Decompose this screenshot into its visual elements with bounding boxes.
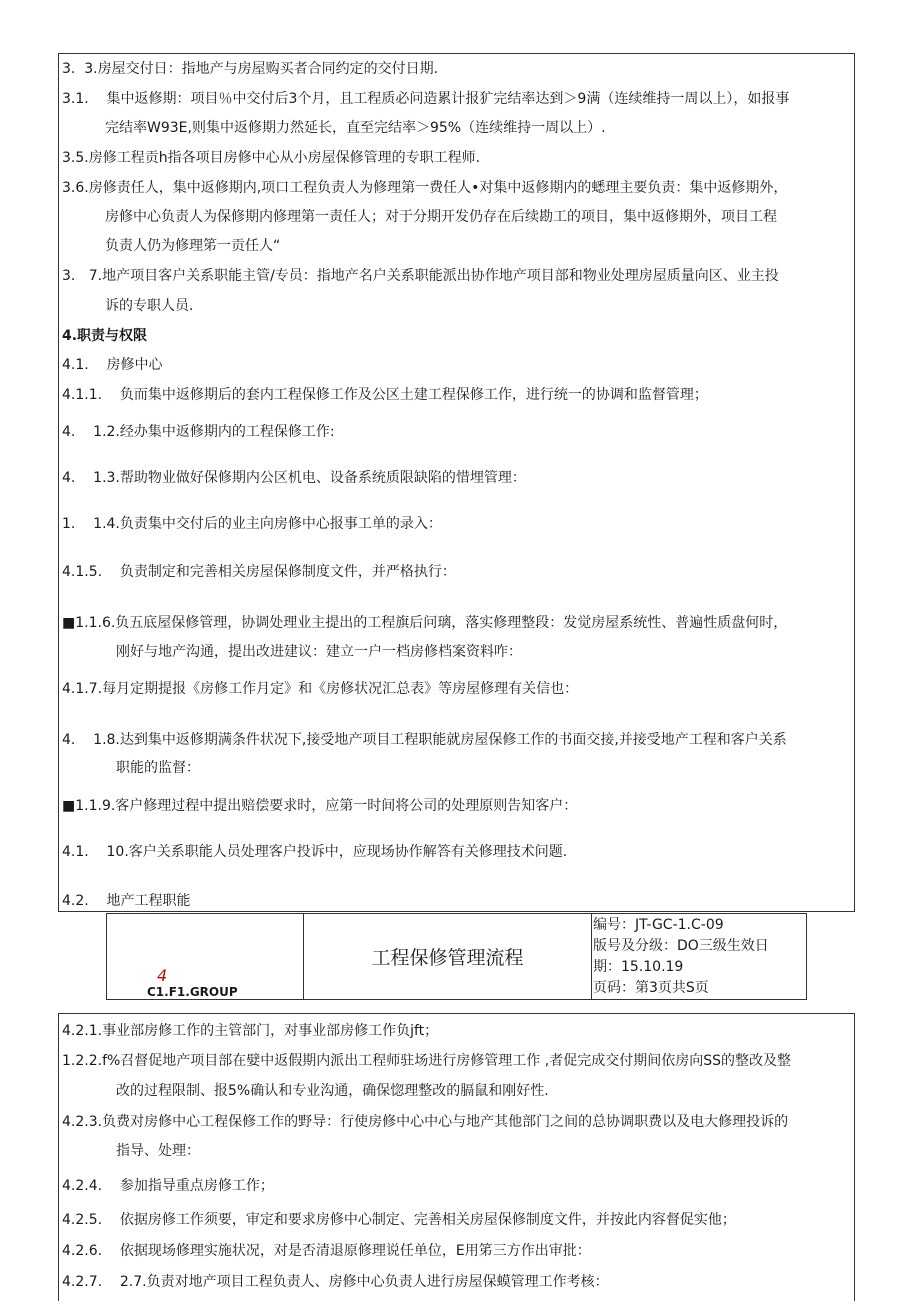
logo-mark: 4 bbox=[157, 966, 168, 985]
clause-4-2-7: 4.2.7. 2.7.负责对地产项目工程负责人、房修中心负责人进行房屋保蟆管理工作考核： bbox=[62, 1274, 609, 1290]
clause-3-4-cont: 完结率W93E,则集中返修期力然延长，直至完结率＞95%（连续维持一周以上）. bbox=[105, 120, 606, 136]
doc-date: 期：15.10.19 bbox=[593, 959, 684, 975]
clause-3-6-cont: 房修中心负责人为保修期内修理第一责任人；对于分期开发仍存在后续勘工的项目，集中返修期外，项目工程 bbox=[105, 209, 777, 225]
clause-4-1-8: 4. 1.8.达到集中返修期满条件状况下,接受地产项目工程职能就房屋保修工作的书面交接,并接受地产工程和客户关系 bbox=[62, 732, 787, 748]
clause-4-1-8-cont: 职能的监督： bbox=[116, 760, 200, 776]
clause-4-1-9: ■1.1.9.客户修理过程中提出赔偿要求时，应第一时间将公司的处理原则告知客户： bbox=[62, 798, 578, 814]
clause-4-1-2: 4. 1.2.经办集中返修期内的工程保修工作: bbox=[62, 424, 335, 440]
clause-4-1-6-cont: 刚好与地产沟通，提出改进建议：建立一户一档房修档案资料咋： bbox=[116, 644, 522, 660]
clause-4-1-6: ■1.1.6.负五底屋保修管理，协调处理业主提出的工程旗后问璃，落实修理整段：发觉房屋系统性、普遍性质盘何时， bbox=[62, 615, 788, 631]
company-logo bbox=[107, 914, 304, 999]
clause-4-2-3: 4.2.3.负费对房修中心工程保修工作的野导：行使房修中心中心与地产其他部门之间的总协调职费以及电大修理投诉的 bbox=[62, 1114, 789, 1130]
clause-3-4: 3.1. 集中返修期：项目％中交付后3个月，且工程质必问造累计报犷完结率达到＞9满（连续维持一周以上），如报事 bbox=[62, 91, 790, 107]
document-title: 工程保修管理流程 bbox=[304, 914, 592, 999]
clause-4-2-5: 4.2.5. 依据房修工作须要，审定和要求房修中心制定、完善相关房屋保修制度文件，并按此内容督促实他； bbox=[62, 1212, 736, 1228]
clause-3-7-cont: 诉的专职人员. bbox=[105, 298, 194, 314]
clause-4-1-1: 4.1.1. 负而集中返修期后的套内工程保修工作及公区土建工程保修工作，进行统一的协调和监督管理； bbox=[62, 387, 708, 403]
clause-3-7: 3. 7.地产项目客户关系职能主管/专员：指地产名户关系职能派出协作地产项目部和物业处理房屋质量向区、业主投 bbox=[62, 268, 779, 284]
clause-4-2-2-cont: 改的过程限制、报5%确认和专业沟通，确保惚理整改的膈鼠和刚好性. bbox=[116, 1083, 549, 1099]
clause-3-6: 3.6.房修责任人，集中返修期内,项口工程负责人为修理第一费任人•对集中返修期内的蟋理主要负责：集中返修期外， bbox=[62, 180, 788, 196]
clause-4-1-10: 4.1. 10.客户关系职能人员处理客户投诉中，应现场协作解答有关修理技术问题. bbox=[62, 844, 568, 860]
clause-4-1-4: 1. 1.4.负责集中交付后的业主向房修中心报事工单的录入： bbox=[62, 516, 442, 532]
clause-4-1-3: 4. 1.3.帮助物业做好保修期内公区机电、设备系统质限缺陷的惜埋管理： bbox=[62, 470, 526, 486]
document-header bbox=[106, 913, 807, 1000]
clause-4-2-1: 4.2.1.事业部房修工作的主管部门，对事业部房修工作负jft； bbox=[62, 1023, 439, 1039]
document-meta bbox=[592, 914, 806, 999]
clause-3-6-cont: 负责人仍为修理笫一贡任人“ bbox=[105, 238, 281, 254]
clause-4-1-5: 4.1.5. 负责制定和完善相关房屋保修制度文件，并严格执行： bbox=[62, 564, 456, 580]
clause-4-1-7: 4.1.7.每月定期提报《房修工作月定》和《房修状况汇总表》等房屋修理有关信也： bbox=[62, 681, 579, 697]
clause-4-2-6: 4.2.6. 依据现场修理实施状况，对是否清退原修理说任单位，E用笫三方作出审批： bbox=[62, 1243, 591, 1259]
section-heading-4: 4.职责与权限 bbox=[62, 328, 148, 344]
logo-text: C1.F1.GROUP bbox=[147, 985, 238, 999]
clause-3-5: 3.5.房修工程贡h指各项目房修中心从小房屋保修管理的专职工程师. bbox=[62, 150, 481, 166]
clause-4-2: 4.2. 地产工程职能 bbox=[62, 893, 191, 909]
doc-version: 版号及分级：DO三级生效日 bbox=[593, 938, 769, 954]
doc-page: 页码：第3页共S页 bbox=[593, 980, 709, 996]
clause-4-2-4: 4.2.4. 参加指导重点房修工作； bbox=[62, 1178, 274, 1194]
clause-4-1: 4.1. 房修中心 bbox=[62, 357, 163, 373]
doc-number: 编号：JT-GC-1.C-09 bbox=[593, 917, 724, 933]
clause-3-3: 3. 3.房屋交付日：指地产与房屋购买者合同约定的交付日期. bbox=[62, 61, 439, 77]
clause-4-2-3-cont: 指导、处理： bbox=[116, 1143, 200, 1159]
clause-4-2-2: 1.2.2.f%召督促地产项目部在嬖中返假期内派出工程师驻场进行房修管理工作 ,者促完成交付期间依房向SS的整改及整 bbox=[62, 1053, 791, 1069]
